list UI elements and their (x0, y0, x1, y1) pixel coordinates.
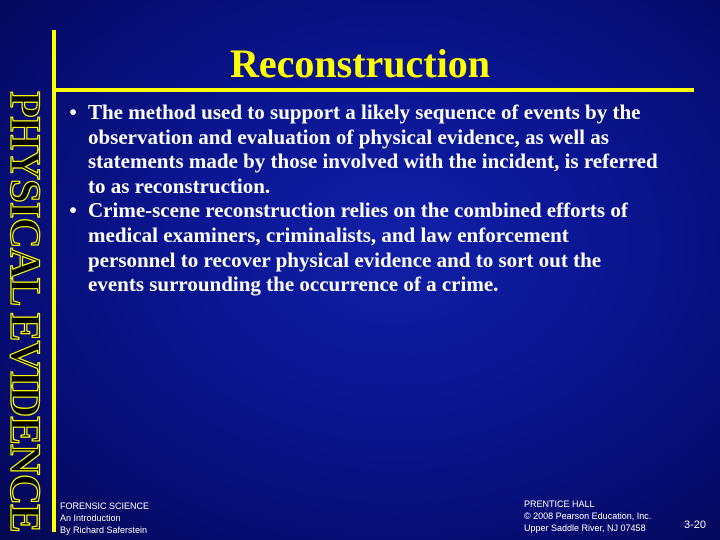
bullet-marker: • (69, 100, 77, 124)
footer-book-credit (60, 500, 149, 536)
side-title-text: PHYSICAL EVIDENCE (0, 90, 48, 532)
footer-address: Upper Saddle River, NJ 07458 (524, 523, 646, 533)
footer-copyright: © 2008 Pearson Education, Inc. (524, 511, 652, 521)
vertical-rule (52, 30, 56, 532)
bullet-text: The method used to support a likely sequence of events by the observation and evaluation of physical evidence, as well as statements made by those involved with the incident, is referred to as reconstruction. (88, 100, 658, 198)
footer-publisher (524, 498, 651, 534)
bullet-text: Crime-scene reconstruction relies on the combined efforts of medical examiners, criminalists, and law enforcement personnel to recover physical evidence and to sort out the events surrounding the occurrence of a crime. (88, 198, 628, 297)
side-title (0, 90, 48, 532)
page-number: 3-20 (684, 519, 707, 531)
slide-title: Reconstruction (230, 41, 490, 86)
horizontal-rule (52, 88, 694, 92)
footer-book-title: FORENSIC SCIENCE (60, 501, 150, 511)
footer-book-subtitle: An Introduction (60, 513, 121, 523)
bullet-item (58, 100, 658, 198)
bullet-list (58, 100, 658, 297)
bullet-marker: • (69, 198, 77, 223)
footer-publisher-name: PRENTICE HALL (524, 499, 595, 509)
bullet-item (58, 198, 658, 296)
footer-book-author: By Richard Saferstein (60, 525, 148, 535)
